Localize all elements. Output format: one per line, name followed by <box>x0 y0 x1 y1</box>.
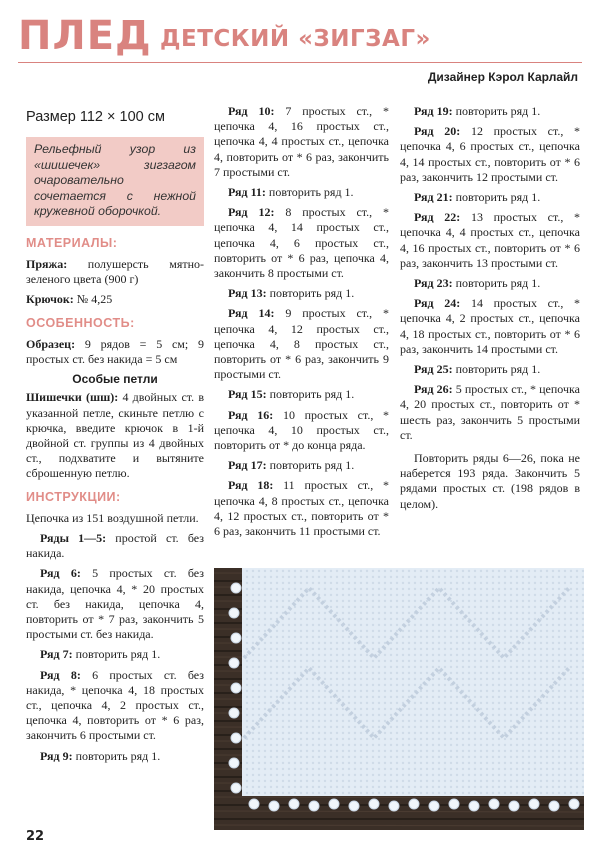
row-instruction <box>400 190 580 205</box>
row-instruction <box>26 668 204 744</box>
page-subtitle: ДЕТСКИЙ «ЗИГЗАГ» <box>160 26 431 52</box>
row-text: 7 простых ст., * цепочка 4, 16 простых ст., цепочка 4, 4 простых ст., цепочка 4, повторить от * 6 раз, закончить 7 простыми ст. <box>214 104 390 179</box>
materials-heading: МАТЕРИАЛЫ: <box>26 235 118 250</box>
row-instruction <box>214 185 389 200</box>
row-label: Ряд 16: <box>228 407 274 422</box>
row-label: Ряды 1—5: <box>40 530 107 545</box>
row-instruction <box>214 458 389 473</box>
row-text: повторить ряд 1. <box>452 276 541 291</box>
materials-hook <box>26 292 204 307</box>
row-instruction <box>214 306 389 382</box>
title-divider <box>18 62 582 63</box>
row-label: Ряд 23: <box>414 276 453 291</box>
row-label: Ряд 10: <box>228 104 275 118</box>
column-middle <box>214 104 389 544</box>
row-label: Ряд 7: <box>40 647 73 662</box>
row-text: 6 простых ст. без накида, * цепочка 4, 18 простых ст., цепочка 4, 2 простых ст., цепочка 4, повторить от * 6 раз, закончить 6 простыми ст. <box>26 667 204 743</box>
row-text: 14 простых ст., * цепочка 4, 2 простых ст., цепочка 4, 18 простых ст., повторить от * 6 раз, закончить 14 простыми ст. <box>400 296 580 356</box>
row-text: повторить ряд 1. <box>266 286 355 301</box>
page-title: ПЛЕД <box>18 13 152 59</box>
bobble-definition <box>26 390 204 481</box>
row-instruction <box>400 210 580 271</box>
row-instruction <box>400 276 580 291</box>
yarn-label: Пряжа: <box>26 256 68 271</box>
size-line: Размер 112 × 100 см <box>26 109 165 125</box>
row-instruction <box>214 387 389 402</box>
rows-col3 <box>400 104 580 443</box>
row-text: 8 простых ст., * цепочка 4, 14 простых ст., цепочка 4, 6 простых ст., повторить от * 6 раз, цепочка 4, закончить 8 простыми ст. <box>214 205 390 281</box>
column-left <box>26 104 204 769</box>
row-text: 13 простых ст., * цепочка 4, 4 простых ст., цепочка 4, 16 простых ст., повторить от * 6 раз, закончить 13 простыми ст. <box>400 210 580 270</box>
gauge-text: 9 рядов = 5 см; 9 простых ст. без накида = 5 см <box>26 336 204 366</box>
row-label: Ряд 21: <box>414 190 453 205</box>
page-number: 22 <box>26 829 45 844</box>
bobble-label: Шишечки (шш): <box>26 390 119 405</box>
row-text: 5 простых ст., * цепочка 4, 20 простых ст., повторить от * шесть раз, закончить 5 простыми ст. <box>400 382 581 442</box>
row-text: повторить ряд 1. <box>452 104 541 118</box>
row-label: Ряд 15: <box>228 387 267 402</box>
row-label: Ряд 6: <box>40 566 81 581</box>
row-text: повторить ряд 1. <box>72 647 161 662</box>
features-heading: ОСОБЕННОСТЬ: <box>26 315 135 330</box>
row-label: Ряд 19: <box>414 104 453 118</box>
row-instruction <box>26 749 204 764</box>
row-text: повторить ряд 1. <box>72 748 161 763</box>
row-text: повторить ряд 1. <box>265 185 354 200</box>
materials-yarn <box>26 257 204 287</box>
row-label: Ряд 17: <box>228 458 267 473</box>
row-label: Ряд 20: <box>414 124 461 139</box>
instructions-heading: ИНСТРУКЦИИ: <box>26 489 121 504</box>
row-label: Ряд 14: <box>228 306 275 321</box>
designer-credit: Дизайнер Кэрол Карлайл <box>427 70 578 84</box>
row-instruction <box>400 296 580 357</box>
row-text: 12 простых ст., * цепочка 4, 6 простых ст., цепочка 4, 14 простых ст., повторить от * 6 раз, закончить 12 простыми ст. <box>400 124 580 184</box>
row-label: Ряд 9: <box>40 748 73 763</box>
rows-col2 <box>214 104 389 539</box>
rows-col1 <box>26 531 204 764</box>
row-instruction <box>26 531 204 561</box>
bobble-text: 4 двойных ст. в указанной петле, скиньте петлю с крючка, введите крючок в 1-й двойной ст. группы из 4 двойных ст., подхватите и вытяните сброшенную петлю. <box>26 390 204 481</box>
instructions-intro: Цепочка из 151 воздушной петли. <box>26 510 199 525</box>
hook-label: Крючок: <box>26 292 74 307</box>
row-label: Ряд 18: <box>228 478 274 493</box>
row-label: Ряд 22: <box>414 210 461 225</box>
row-instruction <box>26 566 204 642</box>
column-right <box>400 104 580 517</box>
row-instruction <box>214 286 389 301</box>
row-instruction <box>214 478 389 539</box>
row-text: 10 простых ст., * цепочка 4, 10 простых ст., повторить от * до конца ряда. <box>214 407 389 453</box>
special-stitches-heading: Особые петли <box>72 372 158 387</box>
intro-callout: Рельефный узор из «шишечек» зигзагом очаровательно сочетается с нежной кружевной оборочкой. <box>26 137 204 226</box>
closing-text: Повторить ряды 6—26, пока не наберется 193 ряда. Закончить 5 рядами простых ст. (198 рядов в целом). <box>400 451 580 511</box>
blanket-photo <box>214 568 584 830</box>
blanket-illustration <box>214 568 584 830</box>
row-text: 5 простых ст. без накида, цепочка 4, * 20 простых ст. без накида, цепочка 4, повторить от * 7 раз, закончить 5 простыми ст. без накида. <box>26 566 204 642</box>
row-text: простой ст. без накида. <box>26 530 204 561</box>
row-label: Ряд 24: <box>414 296 461 311</box>
row-text: повторить ряд 1. <box>266 387 355 402</box>
row-instruction <box>400 124 580 185</box>
row-instruction <box>214 408 389 454</box>
row-label: Ряд 13: <box>228 286 267 301</box>
row-instruction <box>400 382 580 443</box>
row-label: Ряд 12: <box>228 205 275 220</box>
row-text: повторить ряд 1. <box>452 362 541 377</box>
row-text: повторить ряд 1. <box>452 190 541 205</box>
row-label: Ряд 8: <box>40 667 81 682</box>
row-instruction <box>400 362 580 377</box>
hook-text: № 4,25 <box>73 292 113 307</box>
row-label: Ряд 25: <box>414 362 453 377</box>
row-text: повторить ряд 1. <box>266 458 355 473</box>
gauge-label: Образец: <box>26 336 76 351</box>
gauge <box>26 337 204 367</box>
row-instruction <box>26 647 204 662</box>
row-label: Ряд 11: <box>228 185 266 200</box>
row-instruction <box>400 104 580 119</box>
row-text: 9 простых ст., * цепочка 4, 12 простых ст., цепочка 4, 8 простых ст., повторить от * 6 раз, закончить 9 простыми ст. <box>214 306 390 382</box>
row-label: Ряд 26: <box>414 382 453 397</box>
title-block <box>18 8 582 62</box>
yarn-text: полушерсть мятно-зеленого цвета (900 г) <box>26 256 204 287</box>
row-instruction <box>214 205 389 281</box>
row-text: 11 простых ст., * цепочка 4, 8 простых ст., цепочка 4, 12 простых ст., повторить от * 6 раз, закончить 11 простыми ст. <box>214 478 390 539</box>
row-instruction <box>214 104 389 180</box>
